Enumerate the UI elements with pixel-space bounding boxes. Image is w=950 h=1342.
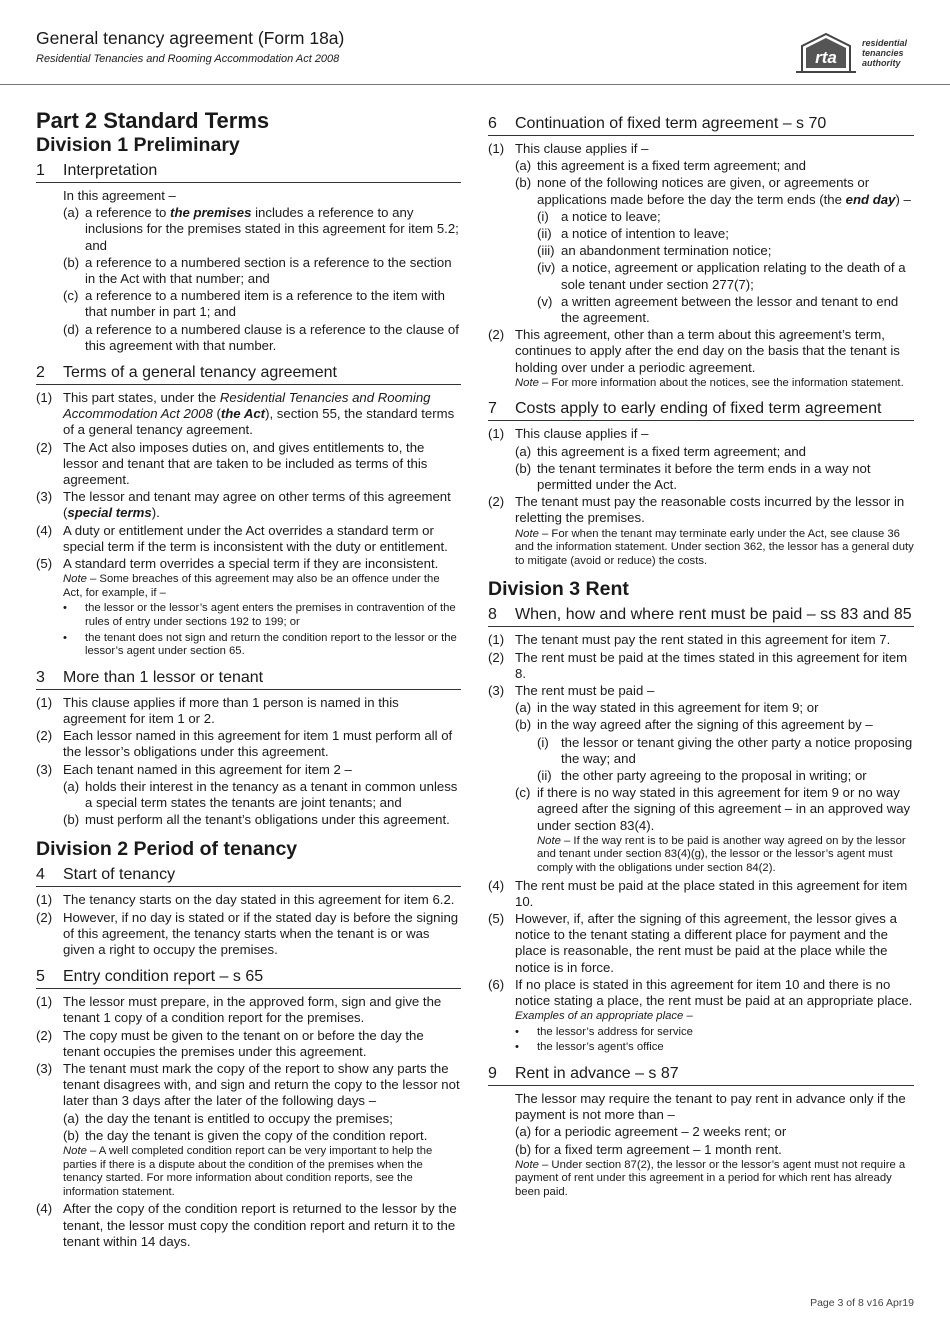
- clause-1-intro: In this agreement –: [63, 188, 176, 203]
- clause-3-a: (a) holds their interest in the tenancy as a tenant in common unless a special term states the tenants are joint tenants; and: [63, 778, 458, 811]
- form-title: [36, 28, 914, 48]
- clause-1-a: (a) a reference to the premises includes a reference to any inclusions for the premises stated in this agreement for item 5.2; and: [63, 205, 459, 253]
- clause-7-b: (b) the tenant terminates it before the term ends in a way not permitted under the Act.: [515, 460, 871, 493]
- clause-8-p1: (1) The tenant must pay the rent stated in this agreement for item 7.: [488, 632, 891, 648]
- clause-7-p1: (1) This clause applies if –: [488, 426, 649, 442]
- clause-2-p4: (4) A duty or entitlement under the Act overrides a standard term or special term if the term is inconsistent with the duty or entitlement.: [36, 522, 448, 554]
- logo-line: residential: [862, 38, 908, 48]
- clause-8-ii: (ii) the other party agreeing to the proposal in writing; or: [537, 768, 867, 784]
- clause-6-ii: (ii) a notice of intention to leave;: [537, 226, 729, 242]
- clause-4-p2: (2) However, if no day is stated or if the stated day is before the signing of this agreement, the tenancy starts when the tenant is or was given a right to occupy the premises.: [36, 909, 459, 958]
- clause-7-note: Note – For when the tenant may terminate early under the Act, see clause 36 and the information statement. Under section 362, the lessor has a general duty to mitigate (avoid or reduce) the costs.: [515, 527, 914, 567]
- clause-9-note: Note – Under section 87(2), the lessor or the lessor’s agent must not require a payment of rent under this agreement in a period for which rent has already been paid.: [515, 1158, 906, 1199]
- clause-9-p1: The lessor may require the tenant to pay rent in advance only if the payment is not more than –: [515, 1091, 906, 1123]
- clause-5-p1: (1) The lessor must prepare, in the approved form, sign and give the tenant 1 copy of a condition report for the premises.: [36, 994, 442, 1026]
- clause-2-bullet: • the tenant does not sign and return the condition report to the lessor or the lessor’s agent under section 65.: [63, 631, 457, 658]
- clause-5-b: (b) the day the tenant is given the copy of the condition report.: [63, 1127, 428, 1143]
- clause-8-heading: 8 When, how and where rent must be paid – ss 83 and 85: [488, 605, 914, 627]
- clause-7-heading: 7 Costs apply to early ending of fixed term agreement: [488, 399, 914, 421]
- clause-9-b: (b) for a fixed term agreement – 1 month rent.: [515, 1141, 782, 1157]
- clause-5-a: (a) the day the tenant is entitled to occupy the premises;: [63, 1110, 393, 1126]
- clause-6-p2: (2) This agreement, other than a term about this agreement’s term, continues to apply after the end day on the basis that the tenant is holding over under a periodic agreement.: [488, 327, 900, 375]
- clause-8-note: Note – If the way rent is to be paid is another way agreed on by the lessor and tenant under section 83(4)(g), the lessor or the lessor’s agent must comply with the obligations under section 84(2).: [537, 834, 906, 875]
- logo-word: rta: [815, 48, 837, 67]
- clause-8-p5: (5) However, if, after the signing of this agreement, the lessor gives a notice to the tenant stating a different place for payment and the place is reasonable, the rent must be paid at the place while the notice is in force.: [488, 911, 897, 975]
- clause-6-iv: (iv) a notice, agreement or application relating to the death of a sole tenant under section 277(7);: [537, 260, 906, 292]
- header-divider: [0, 84, 950, 85]
- form-number: (Form 18a): [257, 28, 345, 48]
- division-1-heading: Division 1 Preliminary: [36, 134, 240, 156]
- clause-6-iii: (iii) an abandonment termination notice;: [537, 243, 772, 259]
- division-3-heading: Division 3 Rent: [488, 578, 629, 601]
- clause-3-heading: 3 More than 1 lessor or tenant: [36, 668, 461, 690]
- clause-2-heading: 2 Terms of a general tenancy agreement: [36, 363, 461, 385]
- clause-3-b: (b) must perform all the tenant’s obligations under this agreement.: [63, 812, 450, 828]
- clause-5-p4: (4) After the copy of the condition report is returned to the lessor by the tenant, the lessor must copy the condition report and return it to the tenant within 14 days.: [36, 1201, 457, 1249]
- clause-3-p3: (3) Each tenant named in this agreement for item 2 –: [36, 761, 352, 777]
- clause-6-b: (b) none of the following notices are given, or agreements or applications made before the day the term ends (the end day) –: [515, 175, 911, 207]
- clause-8-i: (i) the lessor or tenant giving the other party a notice proposing the way; and: [537, 734, 913, 766]
- clause-2-p1: (1) This part states, under the Residential Tenancies and Rooming Accommodation Act 2008 (the Act), section 55, the standard terms of a general tenancy agreement.: [36, 390, 455, 438]
- clause-1-d: (d) a reference to a numbered clause is a reference to the clause of this agreement with that number.: [63, 321, 459, 353]
- logo-line: tenancies: [862, 48, 904, 58]
- clause-4-heading: 4 Start of tenancy: [36, 865, 461, 887]
- clause-8-p2: (2) The rent must be paid at the times stated in this agreement for item 8.: [488, 649, 908, 681]
- clause-8-bullet: • the lessor’s address for service: [515, 1025, 693, 1038]
- clause-8-p4: (4) The rent must be paid at the place stated in this agreement for item 10.: [488, 877, 908, 909]
- clause-2-bullet: • the lessor or the lessor’s agent enters the premises in contravention of the rules of entry under sections 192 to 199; or: [63, 602, 456, 629]
- clause-1-heading: 1 Interpretation: [36, 161, 461, 183]
- clause-3-p1: (1) This clause applies if more than 1 person is named in this agreement for item 1 or 2.: [36, 694, 399, 727]
- clause-8-p3: (3) The rent must be paid –: [488, 683, 655, 699]
- clause-6-a: (a) this agreement is a fixed term agreement; and: [515, 158, 807, 174]
- clause-5-p3: (3) The tenant must mark the copy of the report to show any parts the tenant disagrees with, and sign and return the copy to the lessor not later than 3 days after the later of the following days –: [36, 1061, 460, 1109]
- page-footer: Page 3 of 8 v16 Apr19: [810, 1297, 914, 1309]
- clause-6-heading: 6 Continuation of fixed term agreement – s 70: [488, 114, 914, 136]
- clause-8-b: (b) in the way agreed after the signing of this agreement by –: [515, 717, 873, 733]
- clause-7-p2: (2) The tenant must pay the reasonable costs incurred by the lessor in reletting the premises.: [488, 494, 905, 526]
- logo-caption: [862, 38, 907, 68]
- clause-2-note: Note – Some breaches of this agreement may also be an offence under the Act, for example, if –: [63, 573, 440, 599]
- clause-6-i: (i) a notice to leave;: [537, 208, 661, 224]
- clause-2-p2: (2) The Act also imposes duties on, and gives entitlements to, the lessor and tenant that are taken to be included as terms of this agreement.: [36, 439, 428, 488]
- clause-4-p1: (1) The tenancy starts on the day stated in this agreement for item 6.2.: [36, 892, 455, 908]
- part-heading: Part 2 Standard Terms: [36, 108, 270, 133]
- clause-6-v: (v) a written agreement between the lessor and tenant to end the agreement.: [537, 293, 899, 326]
- clause-8-bullet: • the lessor’s agent’s office: [515, 1041, 664, 1054]
- act-name: Residential Tenancies and Rooming Accommodation Act 2008: [36, 53, 340, 65]
- clause-1-c: (c) a reference to a numbered item is a reference to the item with that number in part 1; and: [63, 288, 445, 320]
- clause-6-note: Note – For more information about the notices, see the information statement.: [515, 376, 904, 389]
- clause-8-examples: Examples of an appropriate place –: [515, 1010, 693, 1023]
- clause-6-p1: (1) This clause applies if –: [488, 141, 649, 156]
- clause-2-p5: (5) A standard term overrides a special term if they are inconsistent.: [36, 556, 439, 572]
- form-title-main: General tenancy agreement: [36, 28, 253, 48]
- clause-5-note: Note – A well completed condition report can be very important to help the parties if there is a dispute about the condition of the premises when the tenancy started. For more information about condition reports, see the information statement.: [63, 1145, 433, 1198]
- page-header: [36, 28, 914, 65]
- clause-9-a: (a) for a periodic agreement – 2 weeks rent; or: [515, 1124, 787, 1140]
- left-column: [36, 108, 461, 1251]
- clause-8-p6: (6) If no place is stated in this agreement for item 10 and there is no notice stating a place, the rent must be paid at an appropriate place.: [488, 976, 913, 1009]
- clause-3-p2: (2) Each lessor named in this agreement for item 1 must perform all of the lessor’s obligations under this agreement.: [36, 728, 453, 760]
- clause-1-b: (b) a reference to a numbered section is a reference to the section in the Act with that number; and: [63, 254, 452, 287]
- clause-5-p2: (2) The copy must be given to the tenant on or before the day the tenant occupies the premises under this agreement.: [36, 1027, 424, 1059]
- clause-9-heading: 9 Rent in advance – s 87: [488, 1064, 914, 1086]
- clause-2-p3: (3) The lessor and tenant may agree on other terms of this agreement (special terms).: [36, 489, 451, 521]
- clause-7-a: (a) this agreement is a fixed term agreement; and: [515, 443, 807, 459]
- division-2-heading: Division 2 Period of tenancy: [36, 838, 298, 861]
- right-column: [488, 108, 914, 1202]
- clause-5-heading: 5 Entry condition report – s 65: [36, 967, 461, 989]
- clause-8-c: (c) if there is no way stated in this agreement for item 9 or no way agreed after the signing of this agreement – in an approved way under section 83(4).: [515, 785, 911, 833]
- logo-line: authority: [862, 58, 901, 68]
- rta-logo: [796, 28, 914, 74]
- clause-8-a: (a) in the way stated in this agreement for item 9; or: [515, 700, 819, 716]
